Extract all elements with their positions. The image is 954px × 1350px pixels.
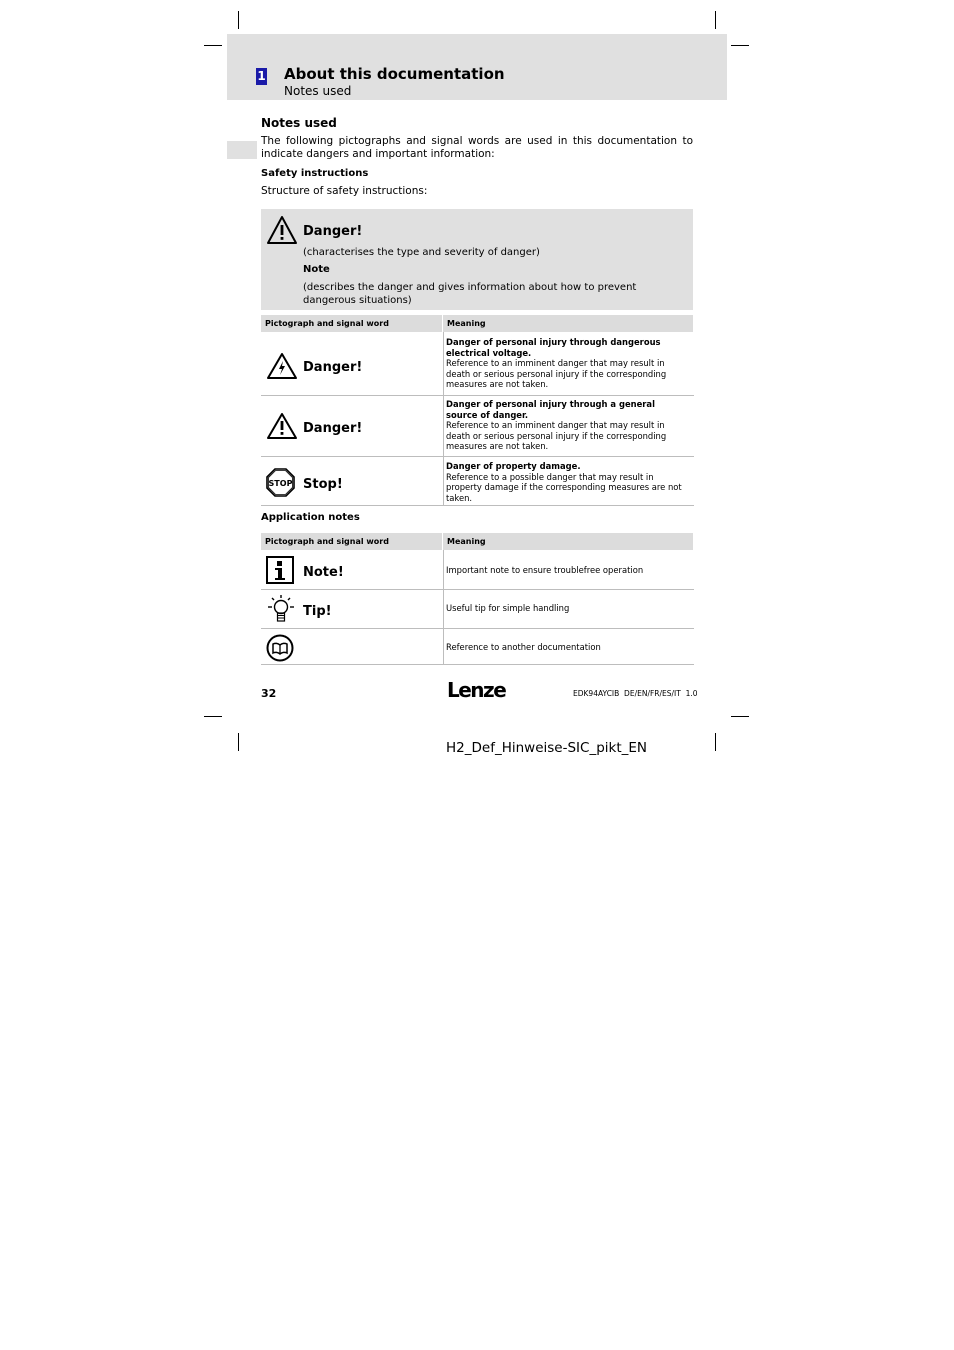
general-danger-icon bbox=[266, 412, 298, 440]
meaning-bold: Danger of personal injury through a general source of danger. bbox=[446, 399, 655, 420]
meaning-detail: Reference to a possible danger that may result in property damage if the corresponding measures are not taken. bbox=[446, 471, 682, 503]
meaning-text: Reference to another documentation bbox=[446, 642, 601, 652]
chapter-number: 1 bbox=[257, 69, 266, 83]
document-id: EDK94AYCIB DE/EN/FR/ES/IT 1.0 bbox=[573, 689, 698, 698]
crop-mark bbox=[715, 733, 716, 751]
table-header-pictograph: Pictograph and signal word bbox=[261, 533, 442, 550]
table-row-line bbox=[261, 505, 694, 506]
side-tab bbox=[227, 141, 257, 159]
warning-triangle-icon bbox=[266, 215, 298, 245]
section-title: Notes used bbox=[261, 116, 337, 130]
meaning-detail: Reference to an imminent danger that may result in death or serious personal injury if the corresponding measures are not taken. bbox=[446, 420, 667, 452]
crop-mark bbox=[238, 11, 239, 29]
signal-word: Stop! bbox=[303, 477, 343, 492]
application-heading: Application notes bbox=[261, 512, 360, 523]
table-divider bbox=[443, 332, 444, 506]
table-row-line bbox=[261, 664, 694, 665]
crop-mark bbox=[204, 716, 222, 717]
meaning-bold: Danger of personal injury through dangerous electrical voltage. bbox=[446, 337, 661, 358]
table-header-pictograph: Pictograph and signal word bbox=[261, 315, 442, 332]
crop-mark bbox=[731, 716, 749, 717]
crop-mark bbox=[715, 11, 716, 29]
crop-mark bbox=[204, 45, 222, 46]
signal-word: Danger! bbox=[303, 360, 363, 375]
chapter-title: About this documentation bbox=[284, 65, 505, 83]
meaning-text bbox=[446, 337, 686, 390]
chapter-subtitle: Notes used bbox=[284, 84, 352, 98]
meaning-text bbox=[446, 399, 686, 452]
structure-note-text: (describes the danger and gives information about how to prevent dangerous situations) bbox=[303, 282, 637, 306]
table-row-line bbox=[261, 395, 694, 396]
table-header-meaning: Meaning bbox=[443, 533, 693, 550]
table-row-line bbox=[261, 589, 694, 590]
crop-mark bbox=[731, 45, 749, 46]
info-note-icon bbox=[266, 556, 294, 584]
intro-paragraph: The following pictographs and signal words are used in this documentation to indicate dangers and important information: bbox=[261, 135, 693, 160]
file-label: H2_Def_Hinweise-SIC_pikt_EN bbox=[446, 740, 647, 756]
meaning-bold: Danger of property damage. bbox=[446, 461, 581, 471]
signal-word: Tip! bbox=[303, 604, 332, 619]
lightbulb-tip-icon bbox=[265, 595, 297, 625]
structure-note-label: Note bbox=[303, 264, 330, 275]
lenze-logo: Lenze bbox=[447, 678, 506, 702]
reference-book-icon bbox=[266, 634, 294, 662]
electrical-danger-icon bbox=[266, 352, 298, 380]
table-row-line bbox=[261, 628, 694, 629]
signal-word: Note! bbox=[303, 565, 344, 580]
structure-type-text: (characterises the type and severity of danger) bbox=[303, 247, 540, 258]
table-divider bbox=[443, 550, 444, 665]
crop-mark bbox=[238, 733, 239, 751]
table-row-line bbox=[261, 456, 694, 457]
meaning-text: Important note to ensure troublefree operation bbox=[446, 565, 644, 575]
structure-text: Structure of safety instructions: bbox=[261, 185, 428, 197]
meaning-detail: Reference to an imminent danger that may result in death or serious personal injury if the corresponding measures are not taken. bbox=[446, 358, 667, 390]
structure-title: Danger! bbox=[303, 224, 363, 239]
meaning-text bbox=[446, 461, 686, 503]
stop-icon bbox=[266, 468, 295, 497]
safety-heading: Safety instructions bbox=[261, 168, 369, 179]
stop-icon-text: STOP bbox=[268, 479, 293, 488]
signal-word: Danger! bbox=[303, 421, 363, 436]
page-number: 32 bbox=[261, 687, 277, 700]
meaning-text: Useful tip for simple handling bbox=[446, 603, 570, 613]
table-header-meaning: Meaning bbox=[443, 315, 693, 332]
